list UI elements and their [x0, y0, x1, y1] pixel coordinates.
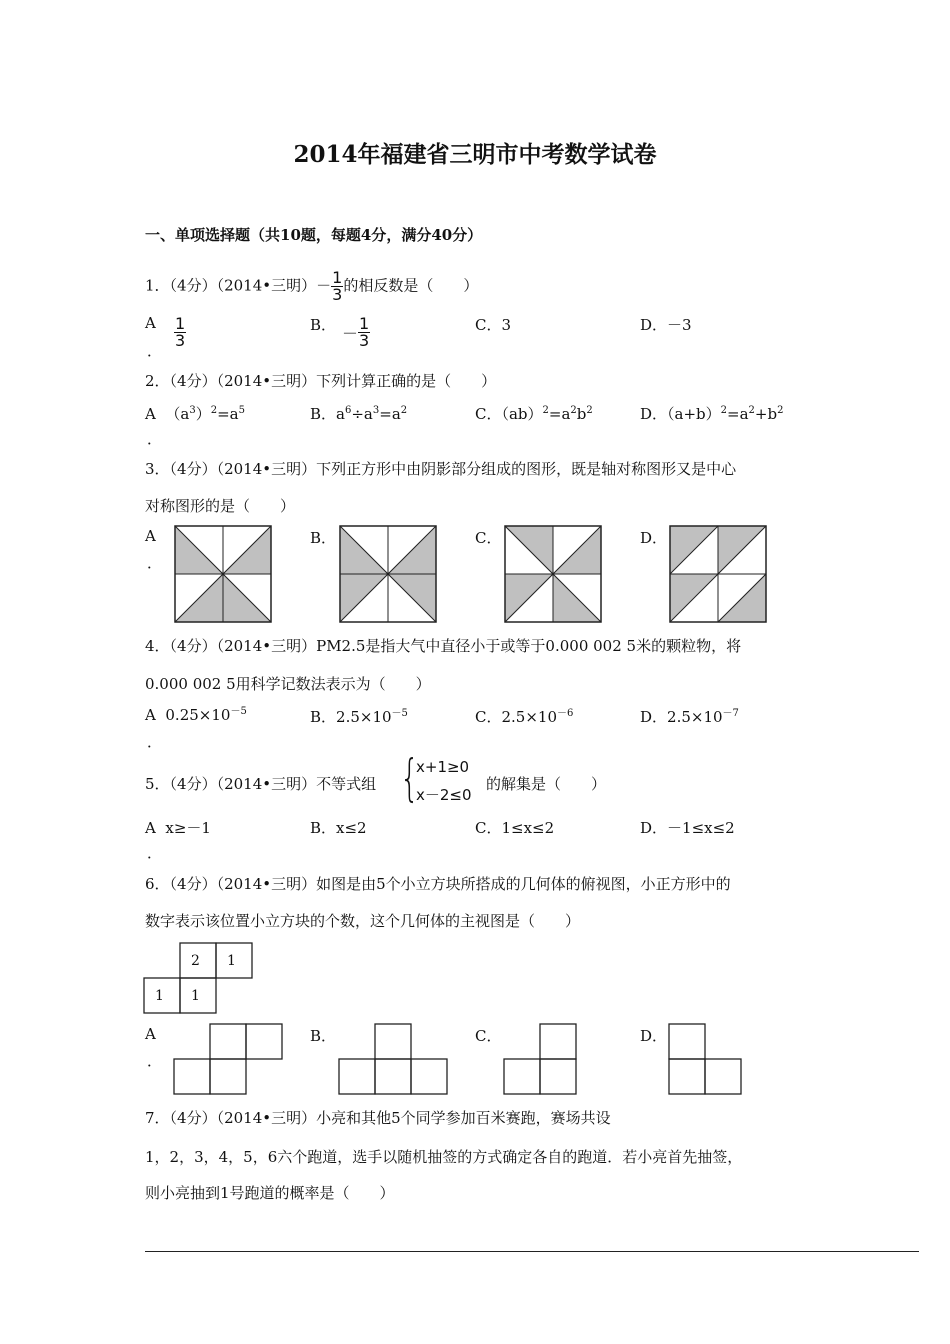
q3-option-d[interactable]: D．	[640, 529, 668, 547]
q1-fraction: $\frac{1}{3}$	[332, 268, 343, 304]
q6-option-a-dot: ．	[147, 1052, 163, 1070]
q3-figure-b[interactable]	[340, 526, 436, 622]
question-1	[145, 270, 478, 303]
q5-option-d[interactable]: D．－1≤x≤2	[640, 819, 735, 837]
q1-option-a[interactable]: A	[145, 314, 156, 332]
q1-tail: 的相反数是（ ）	[343, 276, 479, 295]
question-4-line-1: 4．（4分）（2014•三明）PM2.5是指大气中直径小于或等于0.000 002 5米的颗粒物，将	[145, 637, 742, 655]
q3-figure-d[interactable]	[670, 526, 766, 622]
q1-option-a-fraction: $\frac{1}{3}$	[175, 314, 186, 350]
q5-head: 5．（4分）（2014•三明）不等式组	[145, 775, 377, 793]
q4-option-b[interactable]: B．$2.5\times 10^{-5}$	[310, 708, 408, 726]
q1-option-b-fraction: － $\frac{1}{3}$	[342, 314, 370, 350]
question-2: 2．（4分）（2014•三明）下列计算正确的是（ ）	[145, 372, 497, 390]
q1-option-c[interactable]: C．3	[475, 316, 512, 334]
q4-option-a[interactable]: A $0.25\times 10^{-5}$	[145, 706, 247, 724]
q5-tail: 的解集是（ ）	[486, 775, 607, 793]
q2-option-b[interactable]: B．$a^6\div a^3=a^2$	[310, 405, 408, 423]
q6-figure-c[interactable]	[504, 1024, 614, 1096]
q2-option-a[interactable]: A $(a^3)^2=a^5$	[145, 405, 245, 423]
question-7-line-2: 1，2，3，4，5，6六个跑道，选手以随机抽签的方式确定各自的跑道．若小亮首先抽签，	[145, 1148, 743, 1166]
section-heading: 一、单项选择题（共10题，每题4分，满分40分）	[145, 226, 483, 244]
q1-option-d[interactable]: D．－3	[640, 316, 692, 334]
question-6-line-2: 数字表示该位置小立方块的个数，这个几何体的主视图是（ ）	[145, 912, 581, 930]
q6-figure-a[interactable]	[174, 1024, 284, 1096]
question-3-line-1: 3．（4分）（2014•三明）下列正方形中由阴影部分组成的图形，既是轴对称图形又是中心	[145, 460, 737, 478]
question-3-line-2: 对称图形的是（ ）	[145, 497, 296, 515]
q5-inequality-2: x－2≤0	[416, 786, 472, 804]
q5-option-a[interactable]: A x≥－1	[145, 819, 211, 837]
footer-rule	[145, 1251, 919, 1252]
q3-figure-a[interactable]	[175, 526, 271, 622]
q5-option-b[interactable]: B．x≤2	[310, 819, 367, 837]
q5-inequality-1: x+1≥0	[416, 758, 470, 776]
question-7-line-1: 7．（4分）（2014•三明）小亮和其他5个同学参加百米赛跑，赛场共设	[145, 1109, 611, 1127]
q1-neg: －	[316, 276, 332, 295]
q6-figure-b[interactable]	[339, 1024, 449, 1096]
q6-option-b[interactable]: B．	[310, 1027, 337, 1045]
q3-option-a[interactable]: A	[145, 527, 156, 545]
q6-cell-bottom-right: 1	[191, 988, 200, 1004]
q5-option-c[interactable]: C．1≤x≤2	[475, 819, 555, 837]
q4-option-d[interactable]: D．$2.5\times 10^{-7}$	[640, 708, 739, 726]
q5-brace: {	[400, 749, 420, 807]
q3-option-c[interactable]: C．	[475, 529, 502, 547]
q6-cell-top-right: 1	[227, 953, 236, 969]
question-6-line-1: 6．（4分）（2014•三明）如图是由5个小立方块所搭成的几何体的俯视图，小正方形中的	[145, 875, 731, 893]
q6-figure-d[interactable]	[669, 1024, 779, 1096]
question-7-line-3: 则小亮抽到1号跑道的概率是（ ）	[145, 1184, 395, 1202]
q6-cell-top-left: 2	[191, 953, 200, 969]
q1-head: 1．（4分）（2014•三明）	[145, 276, 317, 295]
q6-option-c[interactable]: C．	[475, 1027, 502, 1045]
q3-figure-c[interactable]	[505, 526, 601, 622]
question-4-line-2: 0.000 002 5用科学记数法表示为（ ）	[145, 675, 431, 693]
q1-option-a-dot: ．	[147, 342, 163, 360]
q1-option-b[interactable]: B．	[310, 316, 337, 334]
q3-option-a-dot: ．	[147, 554, 163, 572]
q6-option-d[interactable]: D．	[640, 1027, 668, 1045]
q2-option-d[interactable]: D．$(a+b)^2=a^2+b^2$	[640, 405, 784, 423]
q2-option-a-dot: ．	[147, 430, 163, 448]
q2-option-c[interactable]: C．$(ab)^2=a^2b^2$	[475, 405, 593, 423]
q4-option-c[interactable]: C．$2.5\times 10^{-6}$	[475, 708, 574, 726]
exam-title: 2014年福建省三明市中考数学试卷	[293, 141, 657, 168]
q6-cell-bottom-left: 1	[155, 988, 164, 1004]
q4-option-a-dot: ．	[147, 733, 163, 751]
q3-option-b[interactable]: B．	[310, 529, 337, 547]
q6-option-a[interactable]: A	[145, 1025, 156, 1043]
q5-option-a-dot: ．	[147, 844, 163, 862]
